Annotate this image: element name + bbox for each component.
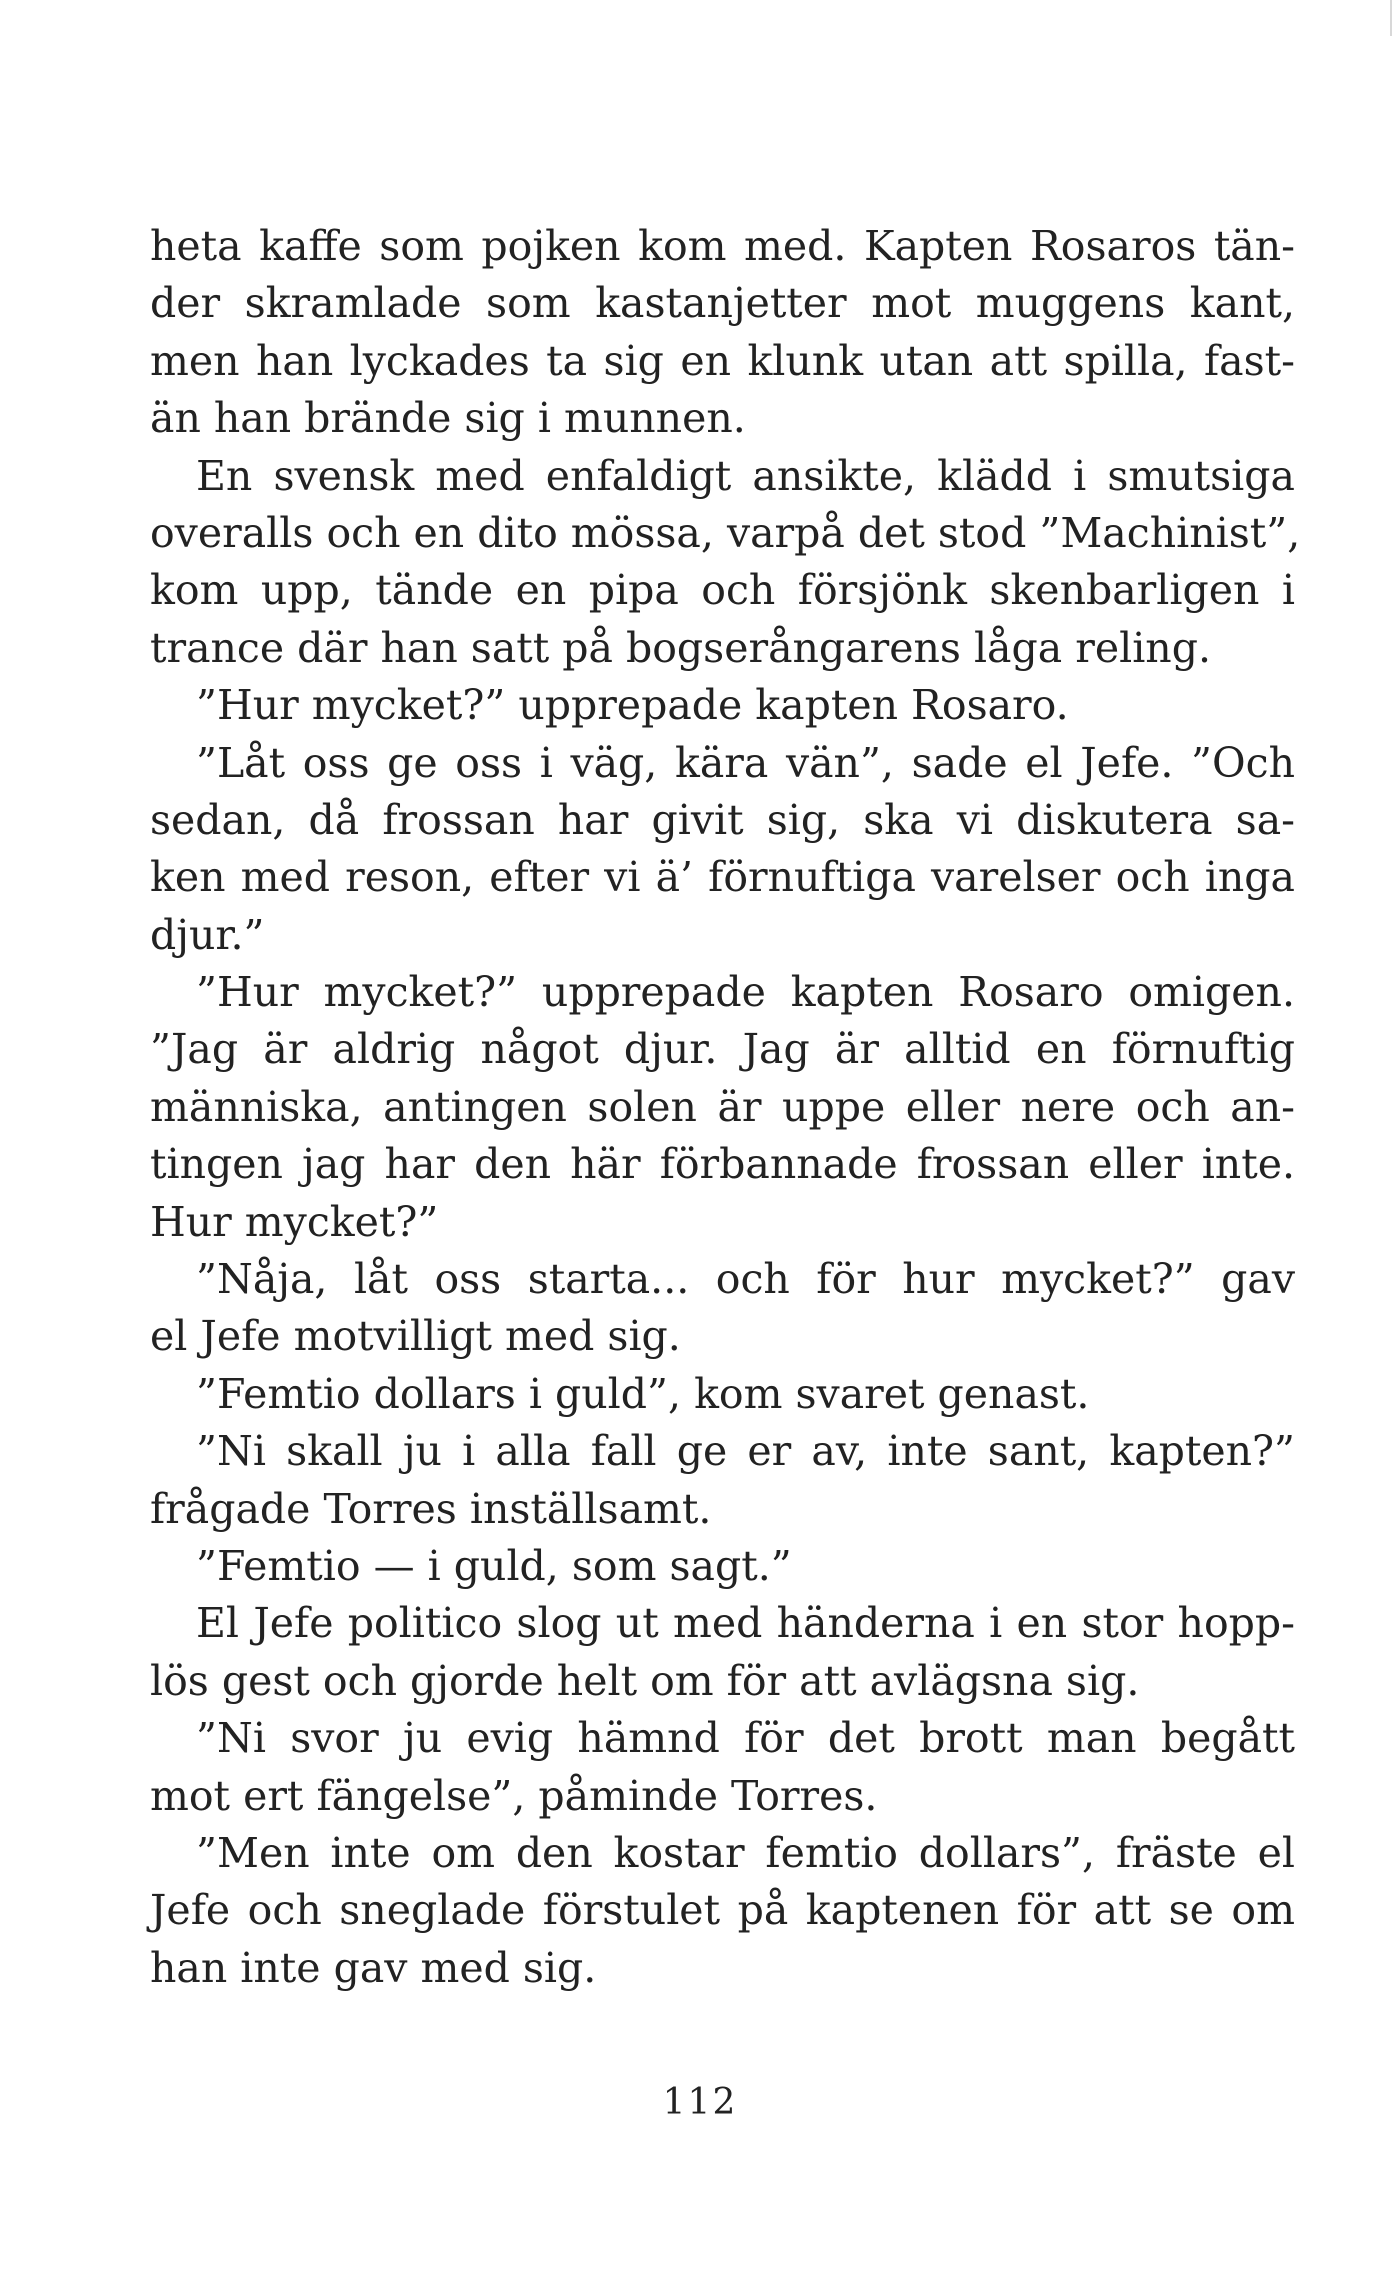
text-line: ”Jag är aldrig något djur. Jag är alltid en förnuftig — [150, 1025, 1295, 1074]
text-line: än han brände sig i munnen. — [150, 394, 746, 443]
text-line: men han lyckades ta sig en klunk utan att spilla, fast- — [150, 336, 1295, 385]
text-line: ”Femtio — i guld, som sagt.” — [196, 1541, 792, 1590]
text-line: heta kaffe som pojken kom med. Kapten Rosaros tän- — [150, 222, 1295, 270]
text-line: ”Femtio dollars i guld”, kom svaret genast. — [196, 1369, 1090, 1418]
text-line: ”Hur mycket?” upprepade kapten Rosaro. — [196, 681, 1069, 730]
text-line: människa, antingen solen är uppe eller nere och an- — [150, 1082, 1295, 1131]
text-line: ”Låt oss ge oss i väg, kära vän”, sade el Jefe. ”Och — [196, 738, 1295, 787]
page-edge-mark — [1390, 0, 1392, 36]
text-line: djur.” — [150, 910, 265, 959]
text-line: lös gest och gjorde helt om för att avlägsna sig. — [150, 1656, 1140, 1705]
text-line: ”Hur mycket?” upprepade kapten Rosaro omigen. — [196, 968, 1295, 1017]
text-line: sedan, då frossan har givit sig, ska vi diskutera sa- — [150, 795, 1295, 844]
text-line: frågade Torres inställsamt. — [150, 1484, 712, 1533]
body-text — [150, 218, 1301, 1997]
text-line: kom upp, tände en pipa och försjönk skenbarligen i — [150, 566, 1295, 615]
text-line: der skramlade som kastanjetter mot muggens kant, — [150, 279, 1295, 328]
text-line: ”Nåja, låt oss starta... och för hur mycket?” gav — [196, 1255, 1295, 1304]
text-line: Hur mycket?” — [150, 1197, 439, 1246]
text-line: Jefe och sneglade förstulet på kaptenen för att se om — [150, 1886, 1295, 1935]
text-line: tingen jag har den här förbannade frossan eller inte. — [150, 1140, 1295, 1189]
text-line: mot ert fängelse”, påminde Torres. — [150, 1771, 878, 1820]
text-line: ”Ni svor ju evig hämnd för det brott man begått — [196, 1714, 1295, 1763]
page-number: 112 — [662, 2082, 738, 2123]
text-line: han inte gav med sig. — [150, 1943, 597, 1992]
text-line: ”Men inte om den kostar femtio dollars”, fräste el — [196, 1828, 1295, 1877]
text-line: En svensk med enfaldigt ansikte, klädd i smutsiga — [196, 451, 1295, 500]
text-line: ken med reson, efter vi ä’ förnuftiga varelser och inga — [150, 853, 1295, 902]
text-line: ”Ni skall ju i alla fall ge er av, inte sant, kapten?” — [196, 1427, 1295, 1476]
text-line: el Jefe motvilligt med sig. — [150, 1312, 681, 1361]
text-line: El Jefe politico slog ut med händerna i en stor hopp- — [196, 1599, 1295, 1648]
text-line: trance där han satt på bogserångarens låga reling. — [150, 623, 1211, 672]
text-line: overalls och en dito mössa, varpå det stod ”Machinist”, — [150, 508, 1301, 557]
